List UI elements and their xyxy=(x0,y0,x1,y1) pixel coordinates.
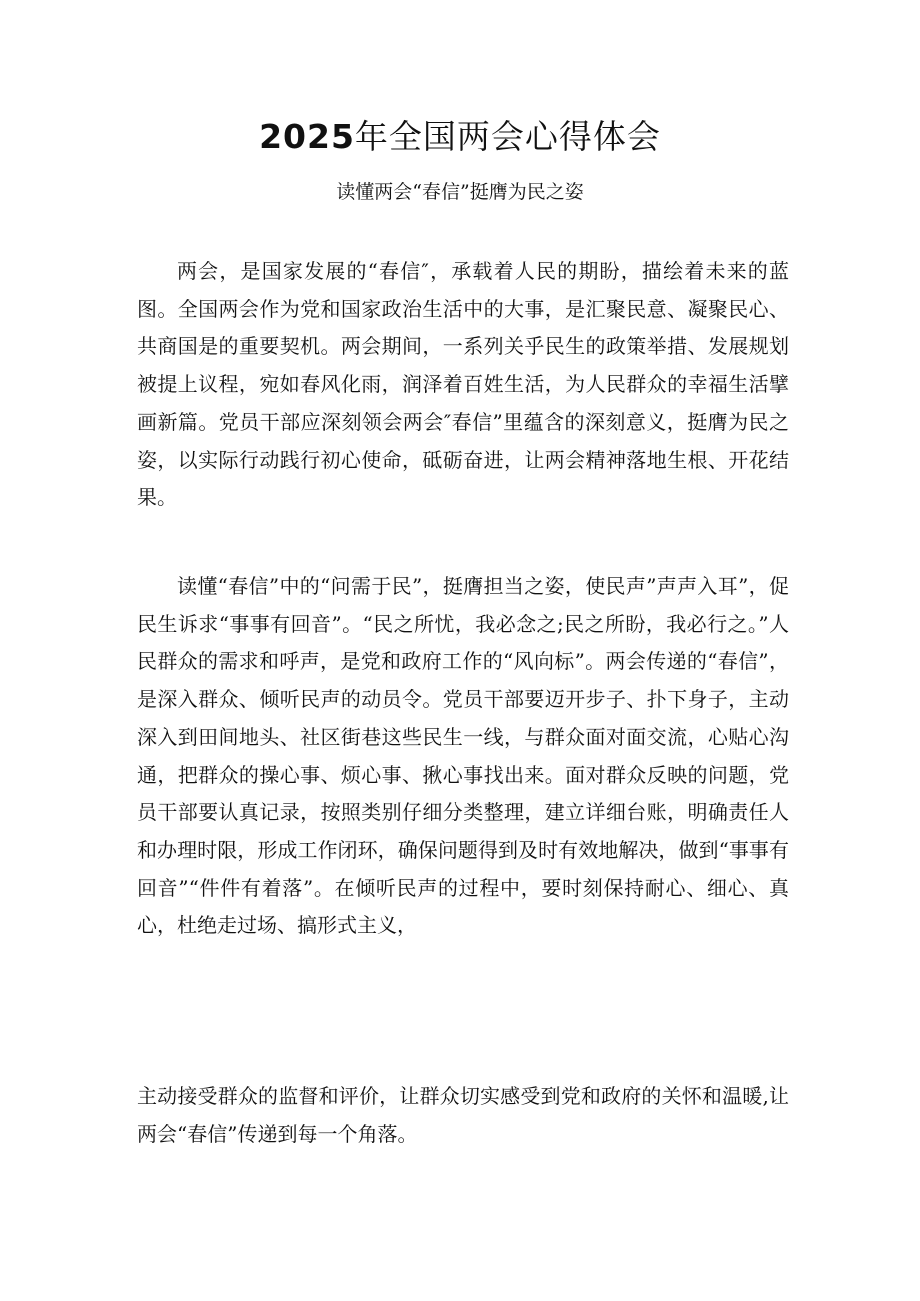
title-text: 年全国两会心得体会 xyxy=(354,117,661,156)
document-title xyxy=(0,112,920,162)
paragraph-2: 读懂“春信”中的“问需于民”，挺膺担当之姿，使民声”声声入耳”，促民生诉求“事事有回音”。“民之所忧，我必念之;民之所盼，我必行之。”人民群众的需求和呼声，是党和政府工作的“风向标”。两会传递的“春信”，是深入群众、倾听民声的动员令。党员干部要迈开步子、扑下身子，主动深入到田间地头、社区街巷这些民生一线，与群众面对面交流，心贴心沟通，把群众的操心事、烦心事、揪心事找出来。面对群众反映的问题，党员干部要认真记录，按照类别仔细分类整理，建立详细台账，明确责任人和办理时限，形成工作闭环，确保问题得到及时有效地解决，做到“事事有回音”“件件有着落”。在倾听民声的过程中，要时刻保持耐心、细心、真心，杜绝走过场、搞形式主义， xyxy=(137,574,789,938)
title-year: 2025 xyxy=(259,117,355,156)
paragraph-1: 两会，是国家发展的“春信″，承载着人民的期盼，描绘着未来的蓝图。全国两会作为党和国家政治生活中的大事，是汇聚民意、凝聚民心、共商国是的重要契机。两会期间，一系列关乎民生的政策举措、发展规划被提上议程，宛如春风化雨，润泽着百姓生活，为人民群众的幸福生活擘画新篇。党员干部应深刻领会两会″春信”里蕴含的深刻意义，挺膺为民之姿，以实际行动践行初心使命，砥砺奋进，让两会精神落地生根、开花结果。 xyxy=(137,259,789,510)
document-subtitle: 读懂两会“春信”挺膺为民之姿 xyxy=(336,181,584,203)
paragraph-3: 主动接受群众的监督和评价，让群众切实感受到党和政府的关怀和温暖,让两会“春信”传递到每一个角落。 xyxy=(137,1084,789,1146)
